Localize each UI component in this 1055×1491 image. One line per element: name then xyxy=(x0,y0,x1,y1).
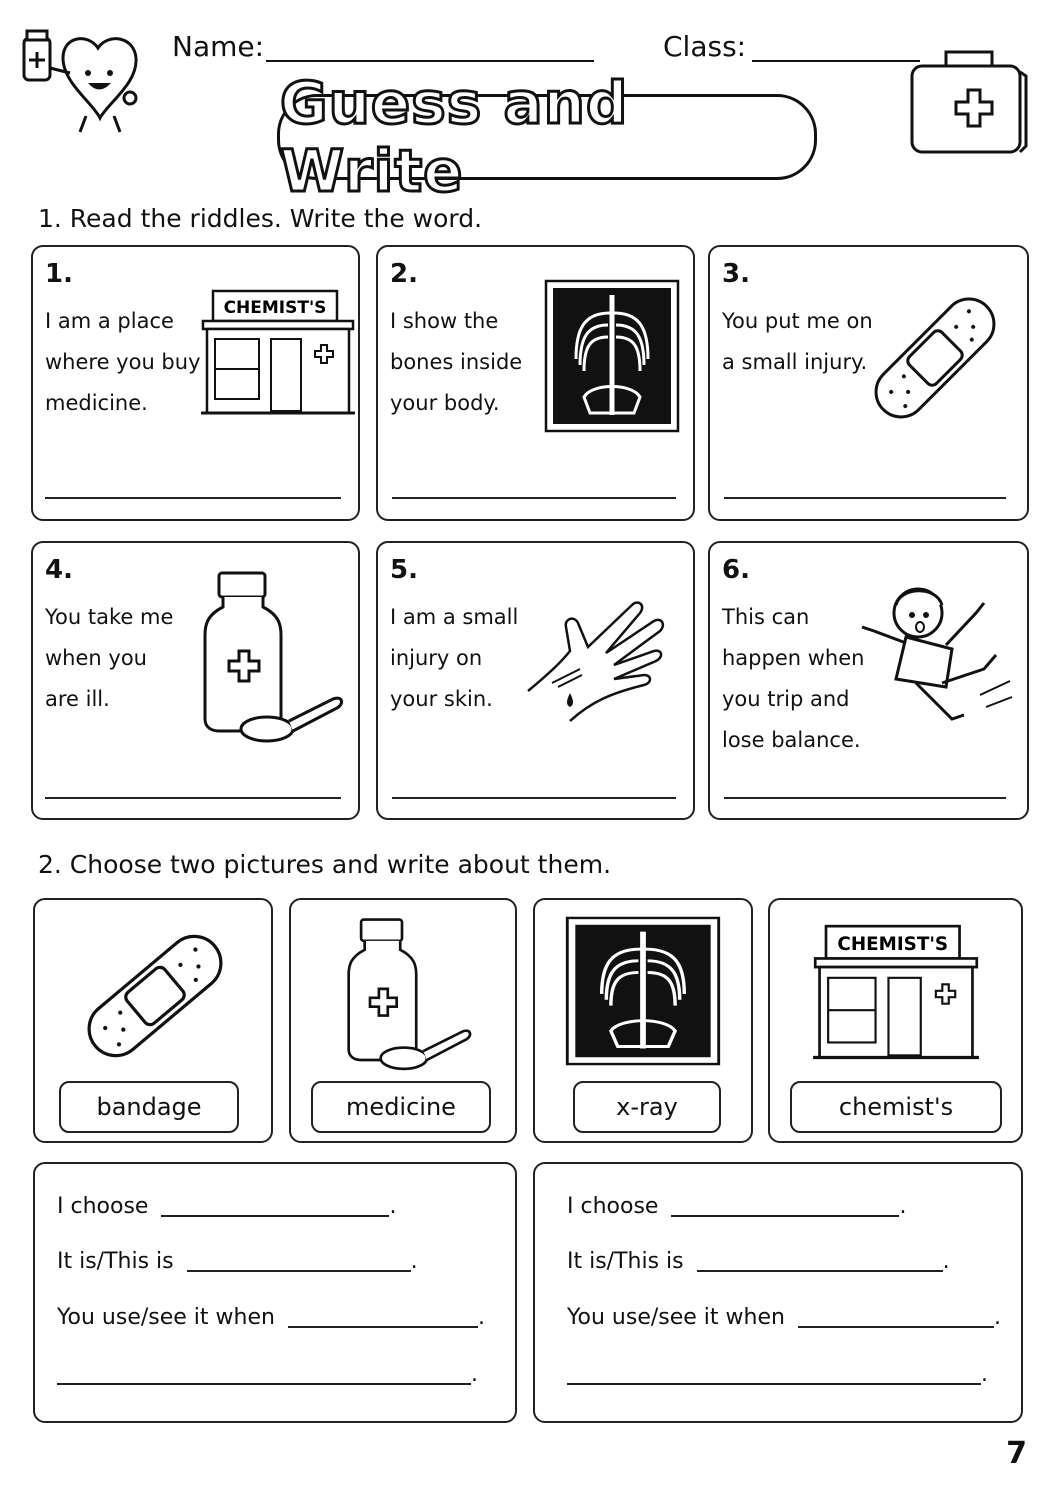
riddle-number: 6. xyxy=(722,555,750,585)
picture-card-bandage[interactable] xyxy=(33,898,273,1143)
answer-line-2[interactable] xyxy=(392,497,676,499)
choose-line: I choose . xyxy=(567,1194,907,1219)
riddle-card-3 xyxy=(708,245,1029,521)
this-is-line: It is/This is . xyxy=(567,1249,950,1274)
section2-instruction: 2. Choose two pictures and write about them. xyxy=(38,850,612,879)
writing-frame-1 xyxy=(33,1162,517,1423)
chemist-shop-icon xyxy=(201,289,355,419)
this-is-line: It is/This is . xyxy=(57,1249,418,1274)
chemist-sign-text: CHEMIST'S xyxy=(837,933,949,955)
riddle-text: This can happen when you trip and lose balance. xyxy=(722,605,865,752)
choose-blank[interactable] xyxy=(161,1215,389,1217)
chemist-sign-text: CHEMIST'S xyxy=(223,298,327,318)
medicine-bottle-icon xyxy=(199,569,349,749)
choose-blank[interactable] xyxy=(671,1215,899,1217)
falling-boy-icon xyxy=(856,583,1018,733)
use-when-line: You use/see it when . xyxy=(57,1305,485,1330)
riddle-text: I show the bones inside your body. xyxy=(390,309,523,415)
picture-card-medicine[interactable] xyxy=(289,898,517,1143)
riddle-text: I am a small injury on your skin. xyxy=(390,605,519,711)
extra-blank[interactable] xyxy=(567,1383,981,1385)
answer-line-3[interactable] xyxy=(724,497,1006,499)
picture-card-chemists[interactable] xyxy=(768,898,1023,1143)
first-aid-kit-icon xyxy=(908,46,1030,158)
riddle-number: 4. xyxy=(45,555,73,585)
x-ray-icon xyxy=(565,916,721,1066)
bandage-icon xyxy=(75,916,235,1076)
riddle-card-4 xyxy=(31,541,360,820)
picture-card-x-ray[interactable] xyxy=(533,898,753,1143)
name-label: Name: xyxy=(172,30,265,63)
writing-frame-2 xyxy=(533,1162,1023,1423)
riddle-card-1 xyxy=(31,245,360,521)
use-when-blank[interactable] xyxy=(798,1326,994,1328)
riddle-number: 3. xyxy=(722,259,750,289)
class-field[interactable] xyxy=(752,60,920,62)
riddle-text: You take me when you are ill. xyxy=(45,605,174,711)
bandage-icon xyxy=(860,283,1010,433)
this-is-blank[interactable] xyxy=(697,1270,943,1272)
answer-line-1[interactable] xyxy=(45,497,341,499)
picture-label: x-ray xyxy=(573,1081,721,1133)
heart-mascot-icon xyxy=(18,28,143,138)
riddle-text: I am a place where you buy medicine. xyxy=(45,309,201,415)
answer-line-6[interactable] xyxy=(724,797,1006,799)
class-label: Class: xyxy=(663,30,747,63)
this-is-blank[interactable] xyxy=(187,1270,411,1272)
section1-instruction: 1. Read the riddles. Write the word. xyxy=(38,204,483,233)
answer-line-4[interactable] xyxy=(45,797,341,799)
use-when-blank[interactable] xyxy=(288,1326,478,1328)
choose-line: I choose . xyxy=(57,1194,397,1219)
extra-line: . xyxy=(567,1362,988,1387)
use-when-line: You use/see it when . xyxy=(567,1305,1001,1330)
x-ray-icon xyxy=(544,279,680,433)
riddle-text: You put me on a small injury. xyxy=(722,309,873,374)
riddle-number: 2. xyxy=(390,259,418,289)
riddle-card-5 xyxy=(376,541,695,820)
extra-blank[interactable] xyxy=(57,1383,471,1385)
page-number: 7 xyxy=(1006,1436,1027,1471)
chemist-shop-icon xyxy=(804,924,988,1064)
cut-hand-icon xyxy=(522,571,682,731)
riddle-card-6 xyxy=(708,541,1029,820)
medicine-bottle-icon xyxy=(335,916,485,1076)
riddle-card-2 xyxy=(376,245,695,521)
picture-label: bandage xyxy=(59,1081,239,1133)
picture-label: medicine xyxy=(311,1081,491,1133)
page-title: Guess and Write xyxy=(280,69,629,205)
picture-label: chemist's xyxy=(790,1081,1002,1133)
name-field[interactable] xyxy=(266,60,594,62)
riddle-number: 5. xyxy=(390,555,418,585)
title-banner xyxy=(277,69,817,205)
riddle-number: 1. xyxy=(45,259,73,289)
extra-line: . xyxy=(57,1362,478,1387)
answer-line-5[interactable] xyxy=(392,797,676,799)
